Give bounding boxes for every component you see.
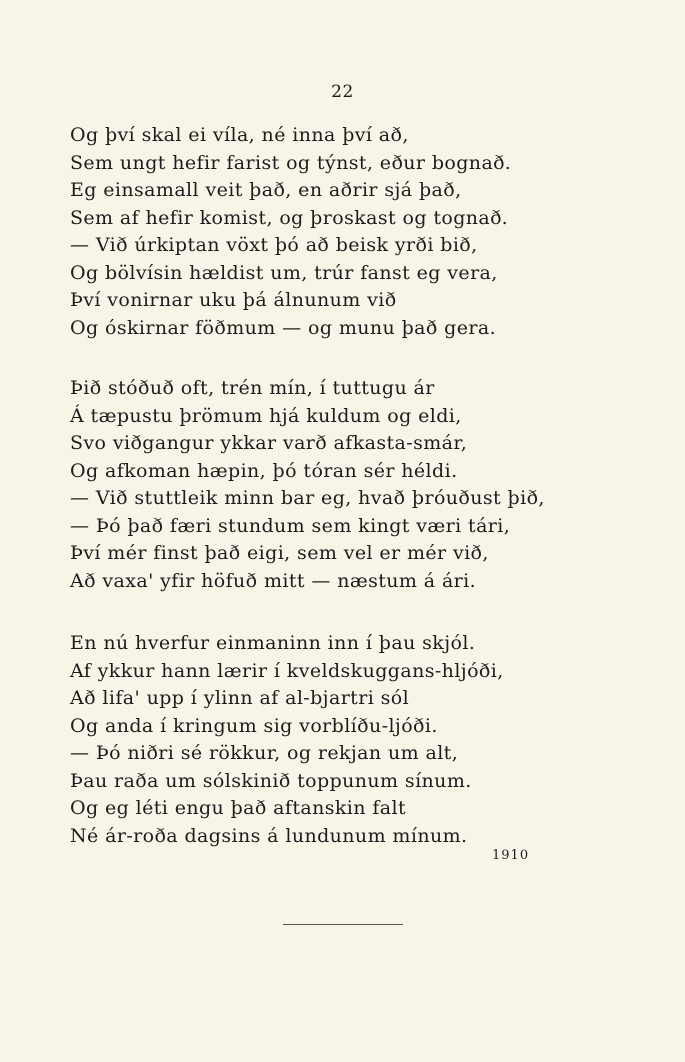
poem-line: Svo viðgangur ykkar varð afkasta-smár, <box>70 432 468 454</box>
poem-line: Og anda í kringum sig vorblíðu-ljóði. <box>70 714 438 737</box>
poem-line: — Við úrkiptan vöxt þó að beisk yrði bið, <box>70 234 478 256</box>
page-number: 22 <box>331 82 354 102</box>
poem-line: Og eg léti engu það aftanskin falt <box>70 797 407 819</box>
poem-line: Og því skal ei víla, né inna því að, <box>70 124 409 146</box>
poem-line: Og afkoman hæpin, þó tóran sér héldi. <box>70 459 458 482</box>
poem-line: Að vaxa' yfir höfuð mitt — næstum á ári. <box>70 569 477 592</box>
poem-line: Né ár-roða dagsins á lundunum mínum. <box>70 824 468 847</box>
poem-line: — Þó það færi stundum sem kingt væri tári, <box>70 514 511 537</box>
poem-line: Því vonirnar uku þá álnunum við <box>70 289 397 311</box>
poem-line: — Við stuttleik minn bar eg, hvað þróuðust þið, <box>70 487 545 509</box>
poem-line: Á tæpustu þrömum hjá kuldum og eldi, <box>70 404 462 427</box>
poem-line: Því mér finst það eigi, sem vel er mér við, <box>70 542 489 564</box>
poem-line: Og óskirnar föðmum — og munu það gera. <box>70 316 497 339</box>
poem-line: Sem ungt hefir farist og týnst, eður bognað. <box>70 151 512 174</box>
poem-line: En nú hverfur einmaninn inn í þau skjól. <box>70 632 476 654</box>
poem-line: — Þó niðri sé rökkur, og rekjan um alt, <box>70 742 459 764</box>
poem-line: Þau raða um sólskinið toppunum sínum. <box>70 769 472 792</box>
stanza-3 <box>70 630 630 850</box>
poem-line: Þið stóðuð oft, trén mín, í tuttugu ár <box>70 377 435 399</box>
poem-year: 1910 <box>492 848 530 863</box>
poem-line: Eg einsamall veit það, en aðrir sjá það, <box>70 179 462 201</box>
poem-line: Að lifa' upp í ylinn af al-bjartri sól <box>70 687 410 709</box>
footer-rule <box>283 924 403 925</box>
poem-line: Og bölvísin hældist um, trúr fanst eg vera, <box>70 261 498 284</box>
poem-line: Af ykkur hann lærir í kveldskuggans-hljóði, <box>70 659 504 682</box>
stanza-2 <box>70 375 630 595</box>
stanza-1 <box>70 122 630 342</box>
poem-line: Sem af hefir komist, og þroskast og tognað. <box>70 206 509 229</box>
